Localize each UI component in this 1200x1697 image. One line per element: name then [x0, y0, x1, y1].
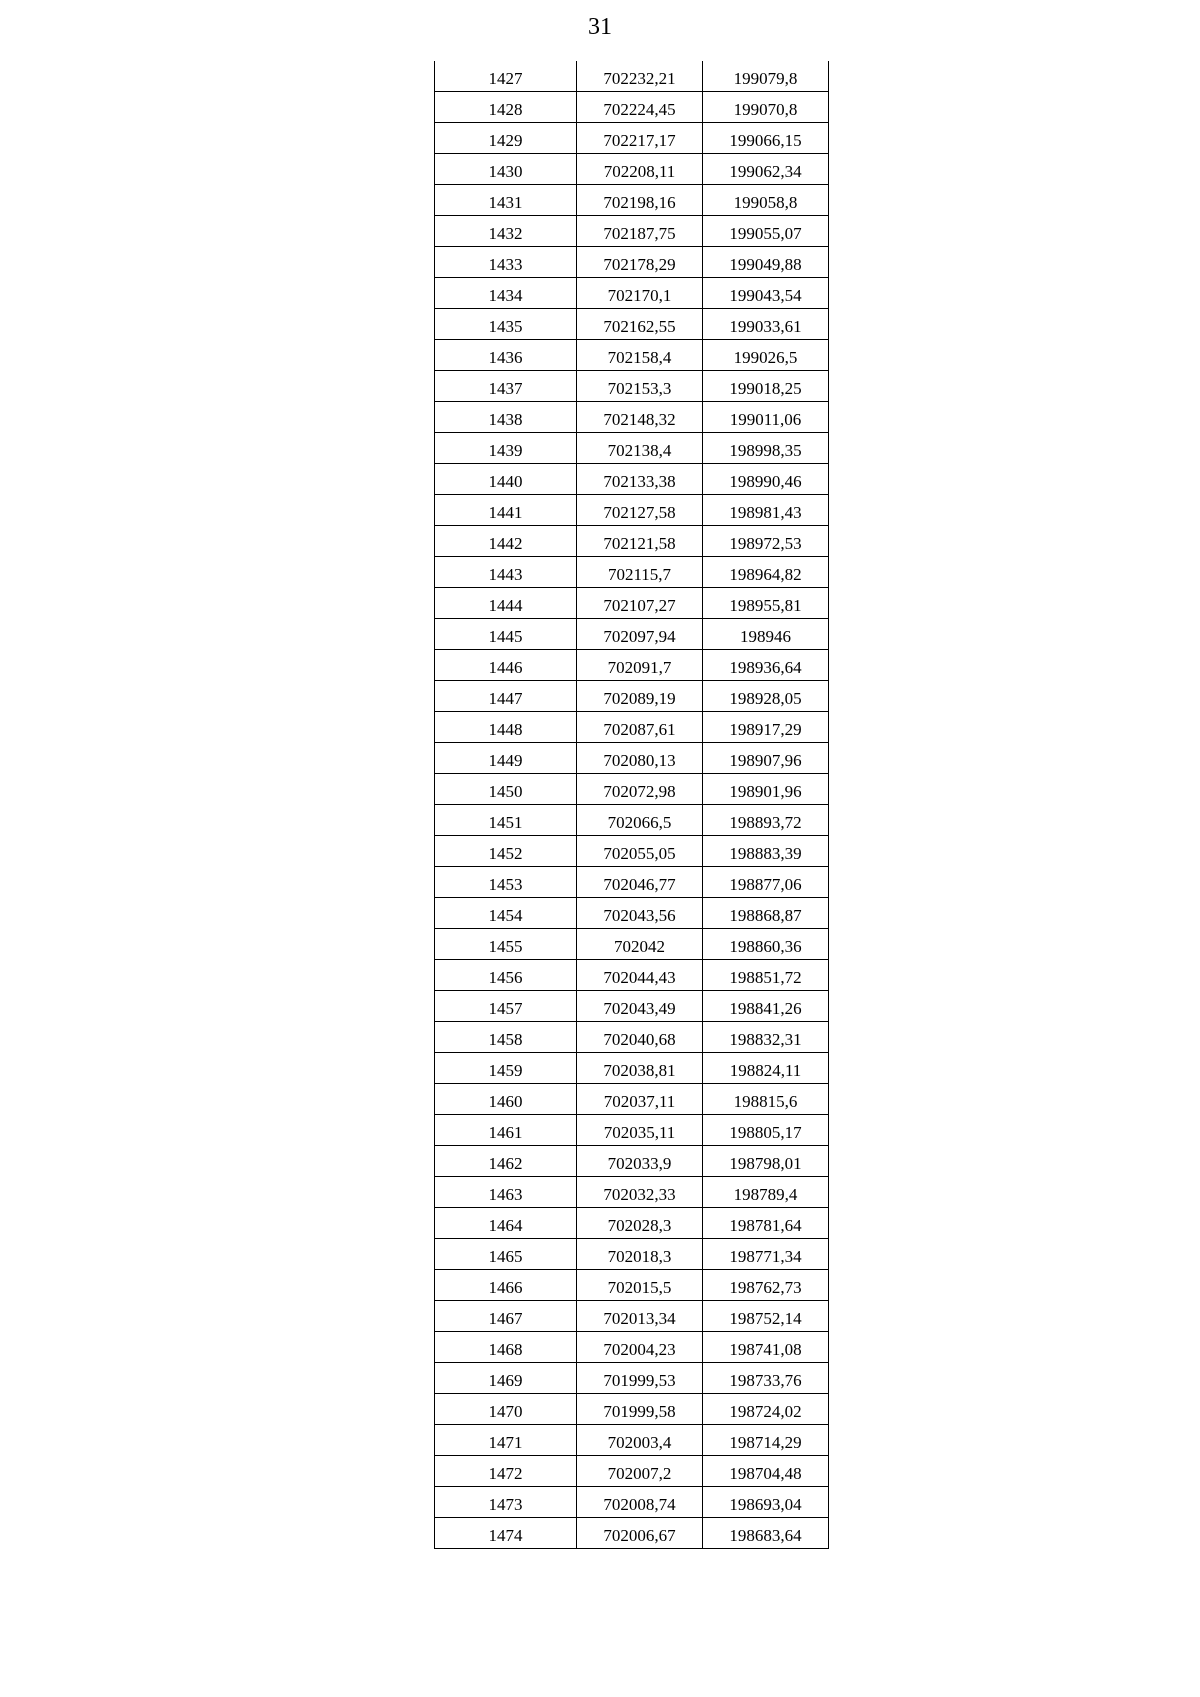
table-row [435, 743, 829, 774]
table-row [435, 247, 829, 278]
y-coordinate-cell: 198955,81 [703, 588, 829, 619]
x-coordinate-cell: 702043,49 [577, 991, 703, 1022]
x-coordinate-cell: 702107,27 [577, 588, 703, 619]
y-coordinate-cell: 198917,29 [703, 712, 829, 743]
point-number-cell: 1448 [435, 712, 577, 743]
y-coordinate-cell: 199079,8 [703, 61, 829, 92]
x-coordinate-cell: 702008,74 [577, 1487, 703, 1518]
point-number-cell: 1465 [435, 1239, 577, 1270]
x-coordinate-cell: 702121,58 [577, 526, 703, 557]
table-row [435, 216, 829, 247]
table-row [435, 588, 829, 619]
coordinates-table [434, 61, 829, 1549]
y-coordinate-cell: 199033,61 [703, 309, 829, 340]
table-row [435, 1084, 829, 1115]
y-coordinate-cell: 199043,54 [703, 278, 829, 309]
table-row [435, 340, 829, 371]
table-row [435, 1394, 829, 1425]
point-number-cell: 1440 [435, 464, 577, 495]
point-number-cell: 1464 [435, 1208, 577, 1239]
y-coordinate-cell: 198781,64 [703, 1208, 829, 1239]
table-row [435, 402, 829, 433]
coordinates-table-body [435, 61, 829, 1549]
table-row [435, 836, 829, 867]
point-number-cell: 1467 [435, 1301, 577, 1332]
x-coordinate-cell: 702153,3 [577, 371, 703, 402]
point-number-cell: 1444 [435, 588, 577, 619]
x-coordinate-cell: 702217,17 [577, 123, 703, 154]
point-number-cell: 1472 [435, 1456, 577, 1487]
y-coordinate-cell: 198704,48 [703, 1456, 829, 1487]
point-number-cell: 1449 [435, 743, 577, 774]
point-number-cell: 1471 [435, 1425, 577, 1456]
table-row [435, 712, 829, 743]
y-coordinate-cell: 198990,46 [703, 464, 829, 495]
table-row [435, 123, 829, 154]
table-row [435, 898, 829, 929]
y-coordinate-cell: 198936,64 [703, 650, 829, 681]
x-coordinate-cell: 702097,94 [577, 619, 703, 650]
point-number-cell: 1461 [435, 1115, 577, 1146]
y-coordinate-cell: 199070,8 [703, 92, 829, 123]
table-row [435, 371, 829, 402]
table-row [435, 526, 829, 557]
point-number-cell: 1435 [435, 309, 577, 340]
y-coordinate-cell: 199011,06 [703, 402, 829, 433]
x-coordinate-cell: 702040,68 [577, 1022, 703, 1053]
y-coordinate-cell: 198815,6 [703, 1084, 829, 1115]
point-number-cell: 1460 [435, 1084, 577, 1115]
table-row [435, 1177, 829, 1208]
table-row [435, 464, 829, 495]
table-row [435, 185, 829, 216]
x-coordinate-cell: 701999,53 [577, 1363, 703, 1394]
x-coordinate-cell: 701999,58 [577, 1394, 703, 1425]
y-coordinate-cell: 198724,02 [703, 1394, 829, 1425]
table-row [435, 991, 829, 1022]
y-coordinate-cell: 198877,06 [703, 867, 829, 898]
point-number-cell: 1434 [435, 278, 577, 309]
x-coordinate-cell: 702115,7 [577, 557, 703, 588]
table-row [435, 92, 829, 123]
x-coordinate-cell: 702187,75 [577, 216, 703, 247]
x-coordinate-cell: 702006,67 [577, 1518, 703, 1549]
x-coordinate-cell: 702003,4 [577, 1425, 703, 1456]
point-number-cell: 1452 [435, 836, 577, 867]
table-row [435, 61, 829, 92]
point-number-cell: 1446 [435, 650, 577, 681]
point-number-cell: 1469 [435, 1363, 577, 1394]
point-number-cell: 1454 [435, 898, 577, 929]
x-coordinate-cell: 702232,21 [577, 61, 703, 92]
x-coordinate-cell: 702148,32 [577, 402, 703, 433]
x-coordinate-cell: 702018,3 [577, 1239, 703, 1270]
point-number-cell: 1456 [435, 960, 577, 991]
point-number-cell: 1470 [435, 1394, 577, 1425]
point-number-cell: 1453 [435, 867, 577, 898]
x-coordinate-cell: 702178,29 [577, 247, 703, 278]
x-coordinate-cell: 702198,16 [577, 185, 703, 216]
point-number-cell: 1445 [435, 619, 577, 650]
point-number-cell: 1441 [435, 495, 577, 526]
point-number-cell: 1443 [435, 557, 577, 588]
y-coordinate-cell: 198733,76 [703, 1363, 829, 1394]
y-coordinate-cell: 198762,73 [703, 1270, 829, 1301]
y-coordinate-cell: 198972,53 [703, 526, 829, 557]
x-coordinate-cell: 702032,33 [577, 1177, 703, 1208]
table-row [435, 154, 829, 185]
x-coordinate-cell: 702133,38 [577, 464, 703, 495]
table-row [435, 1239, 829, 1270]
x-coordinate-cell: 702158,4 [577, 340, 703, 371]
x-coordinate-cell: 702044,43 [577, 960, 703, 991]
table-row [435, 1332, 829, 1363]
point-number-cell: 1428 [435, 92, 577, 123]
x-coordinate-cell: 702091,7 [577, 650, 703, 681]
table-row [435, 1518, 829, 1549]
y-coordinate-cell: 198964,82 [703, 557, 829, 588]
y-coordinate-cell: 198798,01 [703, 1146, 829, 1177]
table-row [435, 433, 829, 464]
x-coordinate-cell: 702138,4 [577, 433, 703, 464]
table-row [435, 867, 829, 898]
table-row [435, 1146, 829, 1177]
x-coordinate-cell: 702224,45 [577, 92, 703, 123]
point-number-cell: 1430 [435, 154, 577, 185]
table-row [435, 1363, 829, 1394]
x-coordinate-cell: 702038,81 [577, 1053, 703, 1084]
point-number-cell: 1458 [435, 1022, 577, 1053]
table-row [435, 495, 829, 526]
x-coordinate-cell: 702033,9 [577, 1146, 703, 1177]
table-row [435, 309, 829, 340]
point-number-cell: 1474 [435, 1518, 577, 1549]
y-coordinate-cell: 198998,35 [703, 433, 829, 464]
y-coordinate-cell: 199058,8 [703, 185, 829, 216]
x-coordinate-cell: 702037,11 [577, 1084, 703, 1115]
y-coordinate-cell: 198901,96 [703, 774, 829, 805]
point-number-cell: 1429 [435, 123, 577, 154]
y-coordinate-cell: 198683,64 [703, 1518, 829, 1549]
y-coordinate-cell: 198883,39 [703, 836, 829, 867]
y-coordinate-cell: 198841,26 [703, 991, 829, 1022]
y-coordinate-cell: 199026,5 [703, 340, 829, 371]
table-row [435, 774, 829, 805]
y-coordinate-cell: 198789,4 [703, 1177, 829, 1208]
table-row [435, 1115, 829, 1146]
x-coordinate-cell: 702066,5 [577, 805, 703, 836]
table-row [435, 1022, 829, 1053]
y-coordinate-cell: 199062,34 [703, 154, 829, 185]
table-row [435, 650, 829, 681]
table-row [435, 929, 829, 960]
table-row [435, 1208, 829, 1239]
y-coordinate-cell: 198714,29 [703, 1425, 829, 1456]
point-number-cell: 1473 [435, 1487, 577, 1518]
y-coordinate-cell: 198832,31 [703, 1022, 829, 1053]
y-coordinate-cell: 198928,05 [703, 681, 829, 712]
point-number-cell: 1442 [435, 526, 577, 557]
y-coordinate-cell: 198981,43 [703, 495, 829, 526]
point-number-cell: 1451 [435, 805, 577, 836]
point-number-cell: 1437 [435, 371, 577, 402]
y-coordinate-cell: 198824,11 [703, 1053, 829, 1084]
table-row [435, 1456, 829, 1487]
point-number-cell: 1468 [435, 1332, 577, 1363]
table-row [435, 1425, 829, 1456]
x-coordinate-cell: 702072,98 [577, 774, 703, 805]
x-coordinate-cell: 702208,11 [577, 154, 703, 185]
x-coordinate-cell: 702089,19 [577, 681, 703, 712]
x-coordinate-cell: 702055,05 [577, 836, 703, 867]
x-coordinate-cell: 702015,5 [577, 1270, 703, 1301]
x-coordinate-cell: 702004,23 [577, 1332, 703, 1363]
y-coordinate-cell: 198907,96 [703, 743, 829, 774]
y-coordinate-cell: 198741,08 [703, 1332, 829, 1363]
point-number-cell: 1439 [435, 433, 577, 464]
x-coordinate-cell: 702162,55 [577, 309, 703, 340]
y-coordinate-cell: 198860,36 [703, 929, 829, 960]
x-coordinate-cell: 702170,1 [577, 278, 703, 309]
y-coordinate-cell: 198868,87 [703, 898, 829, 929]
x-coordinate-cell: 702046,77 [577, 867, 703, 898]
x-coordinate-cell: 702035,11 [577, 1115, 703, 1146]
point-number-cell: 1457 [435, 991, 577, 1022]
table-row [435, 960, 829, 991]
point-number-cell: 1433 [435, 247, 577, 278]
table-row [435, 1270, 829, 1301]
x-coordinate-cell: 702087,61 [577, 712, 703, 743]
point-number-cell: 1432 [435, 216, 577, 247]
x-coordinate-cell: 702028,3 [577, 1208, 703, 1239]
table-row [435, 805, 829, 836]
point-number-cell: 1463 [435, 1177, 577, 1208]
table-row [435, 1301, 829, 1332]
point-number-cell: 1447 [435, 681, 577, 712]
page-number: 31 [588, 14, 612, 40]
y-coordinate-cell: 198893,72 [703, 805, 829, 836]
x-coordinate-cell: 702043,56 [577, 898, 703, 929]
y-coordinate-cell: 198771,34 [703, 1239, 829, 1270]
x-coordinate-cell: 702013,34 [577, 1301, 703, 1332]
point-number-cell: 1466 [435, 1270, 577, 1301]
table-row [435, 278, 829, 309]
y-coordinate-cell: 198851,72 [703, 960, 829, 991]
y-coordinate-cell: 198805,17 [703, 1115, 829, 1146]
y-coordinate-cell: 199055,07 [703, 216, 829, 247]
table-row [435, 1487, 829, 1518]
x-coordinate-cell: 702127,58 [577, 495, 703, 526]
table-row [435, 619, 829, 650]
point-number-cell: 1450 [435, 774, 577, 805]
y-coordinate-cell: 198693,04 [703, 1487, 829, 1518]
x-coordinate-cell: 702042 [577, 929, 703, 960]
point-number-cell: 1459 [435, 1053, 577, 1084]
table-row [435, 557, 829, 588]
point-number-cell: 1427 [435, 61, 577, 92]
x-coordinate-cell: 702007,2 [577, 1456, 703, 1487]
y-coordinate-cell: 198946 [703, 619, 829, 650]
y-coordinate-cell: 199066,15 [703, 123, 829, 154]
point-number-cell: 1436 [435, 340, 577, 371]
table-row [435, 681, 829, 712]
point-number-cell: 1462 [435, 1146, 577, 1177]
table-row [435, 1053, 829, 1084]
y-coordinate-cell: 199018,25 [703, 371, 829, 402]
point-number-cell: 1431 [435, 185, 577, 216]
y-coordinate-cell: 199049,88 [703, 247, 829, 278]
x-coordinate-cell: 702080,13 [577, 743, 703, 774]
y-coordinate-cell: 198752,14 [703, 1301, 829, 1332]
point-number-cell: 1438 [435, 402, 577, 433]
point-number-cell: 1455 [435, 929, 577, 960]
